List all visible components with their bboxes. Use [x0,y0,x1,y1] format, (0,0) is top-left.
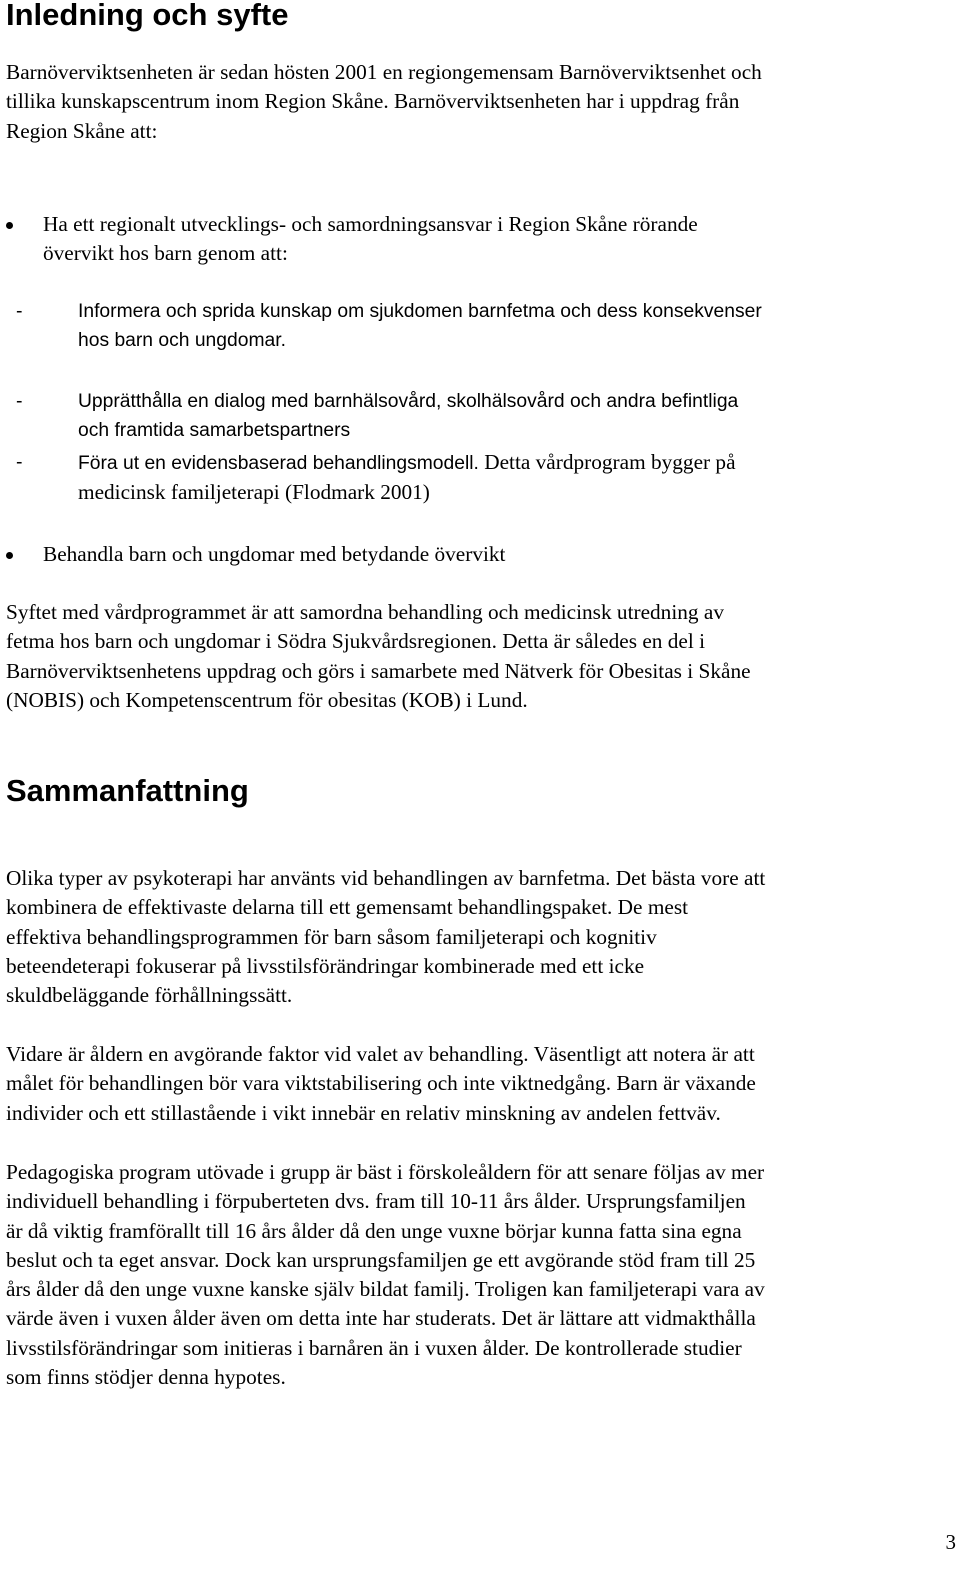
summary-line: beteendeterapi fokuserar på livsstilsförändringar kombinerade med ett icke [6,953,645,978]
dash-line: och framtida samarbetspartners [78,420,351,442]
dash-line [78,448,951,478]
dash-icon: - [16,451,23,473]
intro-line: Region Skåne att: [6,118,158,143]
summary-line: är då viktig framförallt till 16 års ålder då den unge vuxne börjar kunna fatta sina egna [6,1218,742,1243]
intro-line: tillika kunskapscentrum inom Region Skåne. Barnöverviktsenheten har i uppdrag från [6,89,740,114]
dash-item-informera [6,297,951,356]
bullet-line: Behandla barn och ungdomar med betydande övervikt [43,542,506,566]
dash-line: Upprätthålla en dialog med barnhälsovård, skolhälsovård och andra befintliga [78,391,739,412]
dash-line-serif: Detta vårdprogram bygger på [478,450,736,474]
summary-line: Pedagogiska program utövade i grupp är bäst i förskoleåldern för att senare följas av mer [6,1160,765,1184]
bullet-item-behandla [6,540,951,569]
heading-inledning: Inledning och syfte [6,0,289,32]
bullet-item-regional [6,210,951,269]
summary-line: Vidare är åldern en avgörande faktor vid valet av behandling. Väsentligt att notera är att [6,1042,755,1066]
bullet-icon [6,552,13,559]
heading-sammanfattning: Sammanfattning [6,773,249,808]
dash-line: medicinsk familjeterapi (Flodmark 2001) [78,480,430,505]
summary-line: livsstilsförändringar som initieras i barnåren än i vuxen ålder. De kontrollerade studier [6,1335,742,1360]
syfte-line: fetma hos barn och ungdomar i Södra Sjukvårdsregionen. Detta är således en del i [6,629,706,654]
dash-line-sans: Föra ut en evidensbaserad behandlingsmodell. [78,453,479,474]
intro-line: Barnöverviktsenheten är sedan hösten 2001 en regiongemensam Barnöverviktsenhet och [6,60,762,84]
summary-paragraph-2 [6,1040,951,1128]
summary-line: målet för behandlingen bör vara viktstabilisering och inte viktnedgång. Barn är växande [6,1071,756,1096]
bullet-line: övervikt hos barn genom att: [43,241,288,266]
summary-line: Olika typer av psykoterapi har använts vid behandlingen av barnfetma. Det bästa vore att [6,866,766,890]
summary-line: års ålder då den unge vuxne kanske själv bildat familj. Troligen kan familjeterapi vara av [6,1277,765,1302]
dash-icon: - [16,390,23,412]
syfte-line: (NOBIS) och Kompetenscentrum för obesitas (KOB) i Lund. [6,687,528,712]
syfte-line: Barnöverviktsenhetens uppdrag och görs i samarbete med Nätverk för Obesitas i Skåne [6,658,751,683]
syfte-line: Syftet med vårdprogrammet är att samordna behandling och medicinsk utredning av [6,600,724,624]
summary-paragraph-1 [6,864,951,1010]
summary-line: effektiva behandlingsprogrammen för barn såsom familjeterapi och kognitiv [6,924,657,949]
dash-line: Informera och sprida kunskap om sjukdomen barnfetma och dess konsekvenser [78,301,762,322]
dash-item-fora-ut [6,448,951,508]
summary-paragraph-3 [6,1158,951,1392]
summary-line: individer och ett stillastående i vikt innebär en relativ minskning av andelen fettväv. [6,1100,721,1125]
summary-line: som finns stödjer denna hypotes. [6,1365,286,1390]
summary-line: beslut och ta eget ansvar. Dock kan ursprungsfamiljen ge ett avgörande stöd fram till 25 [6,1247,756,1272]
intro-paragraph [6,58,951,146]
dash-line: hos barn och ungdomar. [78,330,286,352]
dash-icon: - [16,300,23,322]
page-number: 3 [945,1530,956,1554]
summary-line: individuell behandling i förpuberteten dvs. fram till 10-11 års ålder. Ursprungsfamiljen [6,1189,746,1214]
dash-item-uppratthalla [6,387,951,446]
summary-line: kombinera de effektivaste delarna till ett gemensamt behandlingspaket. De mest [6,895,689,920]
bullet-icon [6,222,13,229]
summary-line: skuldbeläggande förhållningssätt. [6,983,293,1008]
bullet-line: Ha ett regionalt utvecklings- och samordningsansvar i Region Skåne rörande [43,212,698,236]
summary-line: värde även i vuxen ålder även om detta inte har studerats. Det är lättare att vidmakthålla [6,1306,756,1331]
syfte-paragraph [6,598,951,715]
